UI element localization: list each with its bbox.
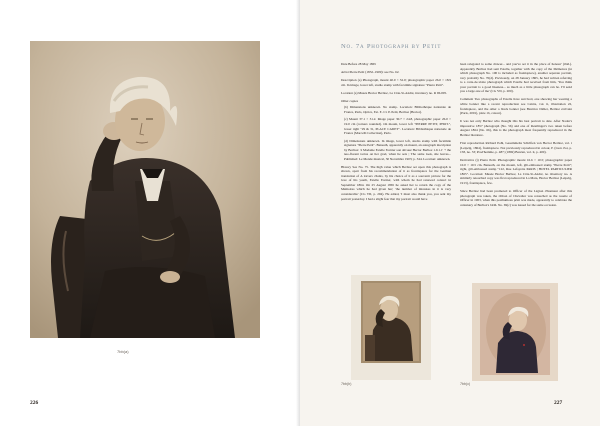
caption-photo-b: 7bb(b) bbox=[341, 382, 352, 386]
comment-continued-paragraph: It was not only Berlioz who thought this his best portrait to date. After Nadar's impressive 1857 photograph (No. 56) and one of Reutlinger's two taken before August 1864 (No. 66), this is the photograph most frequently reproduced in the Berlioz literature. bbox=[460, 119, 572, 137]
date-paragraph: Date Before 28 May 1865 bbox=[341, 62, 376, 66]
portrait-photograph bbox=[30, 41, 260, 338]
caption-photo-c: 7bb(c) bbox=[460, 382, 471, 386]
right-page bbox=[300, 0, 600, 426]
other-copies-heading: Other copies bbox=[341, 99, 358, 104]
copy-c-paragraph: (c) Mount 37.1 × 31.2. Image paper 30.7 × 24.8, photographic paper 26.0 × 19.0 cm (corners rounded). On mount, lower left "PIERRE PETIT, PHOT.", lower right "29 & 31, PLACE CADET". Location: Bibliothèque nationale de France (Marcelli Collection), Paris. bbox=[344, 117, 451, 136]
comment-paragraph: Comment Two photographs of Estelle have survived, one showing her wearing a white bonnet like a recent reproduction see Cairns, vol. ii, illustration 22, frontispiece, and the other a black bonnet (see Béatrice Didier, Berlioz écrivain (Paris, 2001), plate 1b, colour). bbox=[460, 97, 572, 116]
text-column-left bbox=[341, 62, 451, 205]
derivative-continued-paragraph: Since Berlioz had been promoted to Officer of the Légion d'honneur after this photograph was taken, the ribbon of Chevalier was retouched as the rosette of Officer in 1903, when this posthumous print was made, apparently to celebrate the centenary of Berlioz's birth. No. 69(c) was issued for the same occasion. bbox=[460, 189, 572, 207]
history-continued-paragraph: been relegated to some drawer... and you've set it in the place of honour' (ibid.). Apparently Berlioz had sent Estelle, together with the copy of the Mémoires (in which photograph No. 100 is included as frontispiece), another separate portrait, very probably No. 76(d). Previously, on 28 January 1865, he had written referring to a carte-de-visite photograph which Estelle had received from him, 'You think your portrait is a good likeness... as much as a little photograph can be. I'll send you a large one of me' (CG VII, p. 200). bbox=[460, 62, 572, 94]
derivative-paragraph: Derivative (i) Pierre Petit. Photographic mount 16.6 × 10.5; photographic paper 10.0 × 10.5 cm. Beneath, on the mount, left, gilt-embossed stamp "Pierre Petit"; right, gilt-embossed stamp "122, Rue Lafayette PARIS | HOTEL PARTICULIER 1865". Location: Musée Hector Berlioz, La Côte-St-André, no inventory no. A similarly retouched copy was first reproduced in La Mara, Hector Berlioz (Leipzig, 1913), frontispiece, few. bbox=[460, 158, 572, 185]
first-reproduction-paragraph: First reproduction Richard Pohl, Gesammelte Schriften von Hector Berlioz, vol. i (Leipzig, 1864), frontispiece. Not previously reproduced in colour, E (Lion d'or, p. 158, no. 33; Prod'homme, p. 487; (1869) Barzun, vol. ii, p. 400). bbox=[460, 140, 572, 155]
plate-caption: 7bb(a) bbox=[117, 349, 129, 354]
history-paragraph: History See No. 75. The high value which Berlioz set upon this photograph is shown, apart from his recommendation of it as frontispiece for the German translation of A travers chants, by his choice of it as a souvenir picture for the love of his youth, Estelle Fornier, with whom he had renewed contact in September 1864. On 25 August 1865 he asked her to return the copy of the Mémoires which he had given her; 'the number of mistakes in it is very considerable' (CG VII, p. 294). He added, 'I must also thank you, you sent my portrait yesterday. I had a slight fear that my portrait would have bbox=[341, 164, 451, 201]
artist-paragraph: Artist Pierre Petit (1832–1909): see No. 62. bbox=[341, 70, 400, 75]
copy-b-paragraph: (b) Dimensions unknown. No stamp. Location: Bibliothèque nationale de France, Paris, Optica, Est. E. Cl. P. Petit, Berlioz (Hector). bbox=[344, 105, 451, 114]
thumbnail-photo-b bbox=[351, 275, 431, 380]
thumbnail-photo-c bbox=[472, 283, 558, 381]
text-column-right bbox=[460, 62, 572, 211]
page-number-left: 226 bbox=[30, 400, 39, 406]
description-paragraph: Description (a) Photograph, mount 40.0 × 32.0; photographic paper 26.0 × 18.9 cm. In image, lower left, studio stamp with facsimile signature "Pierre Petit". bbox=[341, 78, 451, 87]
copy-d-paragraph: (d) Dimensions unknown. In image, lower left, studio stamp with facsimile signature "Pierre Petit". Beneath, apparently on mount, an autograph inscription by Berlioz: 'à Madame Estelle Fornier son dévoué Hector Berlioz 1.9.1.1' + the neo-florent tactus on her grad, when he sets | The same look, she leaves... Published: Le Monde musical, 30 Novembre 1903; p. 344. Location: unknown. bbox=[344, 138, 451, 161]
entry-heading: No. 7a Photograph by Petit bbox=[341, 43, 442, 50]
location-paragraph: Location (a) Musée Hector Berlioz, La Côte-St-André, inventory no. R 96.005. bbox=[341, 90, 447, 95]
page-number-right: 227 bbox=[554, 400, 563, 406]
portrait-image bbox=[30, 41, 260, 338]
